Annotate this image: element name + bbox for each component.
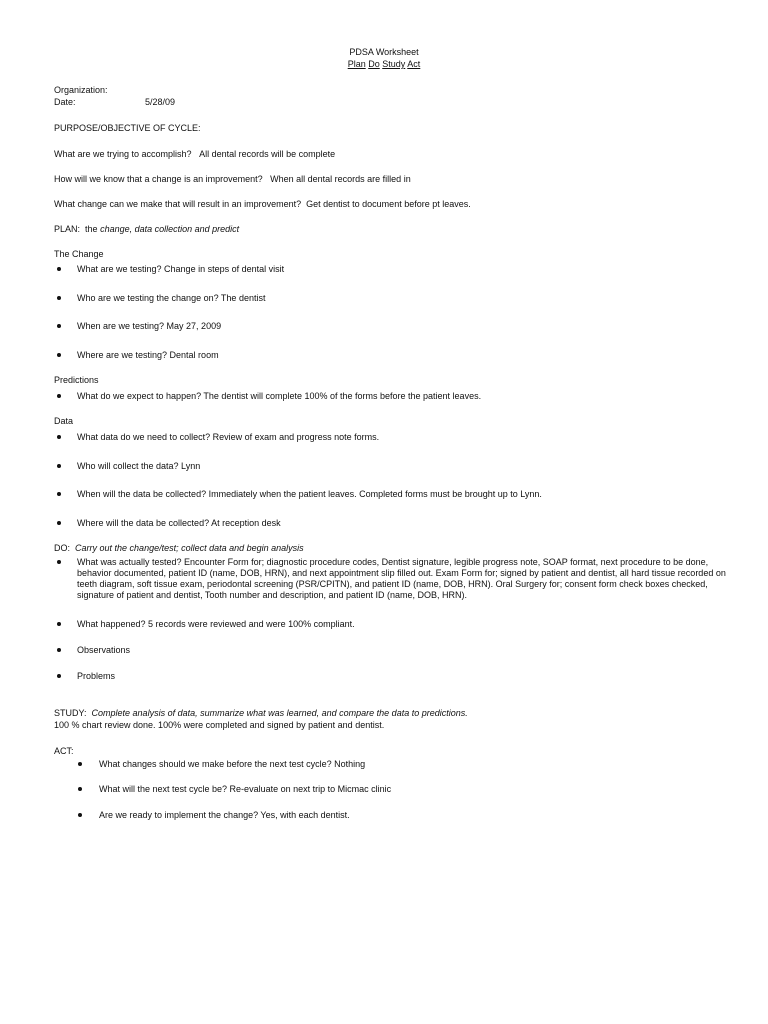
bullet-icon (57, 296, 61, 300)
purpose-q3 (54, 199, 471, 210)
bullet-icon (57, 674, 61, 678)
plan-lead: the (85, 224, 98, 234)
purpose-q2-answer: When all dental records are filled in (270, 174, 411, 184)
subtitle-act: Act (407, 59, 421, 69)
data-heading: Data (54, 416, 74, 426)
purpose-q1-answer: All dental records will be complete (199, 149, 336, 159)
data-item: When will the data be collected? Immediately when the patient leaves. Completed forms must be brought up to Lynn. (77, 489, 542, 499)
subtitle-do: Do (368, 59, 380, 69)
plan-description: change, data collection and predict (100, 224, 240, 234)
bullet-icon (57, 464, 61, 468)
data-item: What data do we need to collect? Review of exam and progress note forms. (77, 432, 380, 442)
subtitle-plan: Plan (347, 59, 366, 69)
change-item: When are we testing? May 27, 2009 (77, 321, 222, 331)
bullet-icon (57, 267, 61, 271)
plan-label: PLAN: (54, 224, 81, 234)
do-line (54, 543, 304, 554)
predictions-heading: Predictions (54, 375, 99, 385)
data-item: Where will the data be collected? At reception desk (77, 518, 281, 528)
bullet-icon (78, 813, 82, 817)
act-item: What will the next test cycle be? Re-evaluate on next trip to Micmac clinic (99, 784, 392, 794)
bullet-icon (57, 435, 61, 439)
purpose-q1 (54, 149, 335, 160)
data-item: Who will collect the data? Lynn (77, 461, 201, 471)
plan-line (54, 224, 239, 235)
organization-label: Organization: (54, 85, 108, 95)
bullet-icon (57, 521, 61, 525)
change-item: Who are we testing the change on? The dentist (77, 293, 266, 303)
date-value: 5/28/09 (145, 97, 176, 107)
do-description: Carry out the change/test; collect data and begin analysis (75, 543, 304, 553)
bullet-icon (57, 492, 61, 496)
do-label: DO: (54, 543, 71, 553)
purpose-q3-question: What change can we make that will result in an improvement? (54, 199, 302, 209)
date-label: Date: (54, 97, 76, 107)
act-item: Are we ready to implement the change? Yes, with each dentist. (99, 810, 350, 820)
prediction-item: What do we expect to happen? The dentist will complete 100% of the forms before the patient leaves. (77, 391, 482, 401)
study-result: 100 % chart review done. 100% were completed and signed by patient and dentist. (54, 720, 385, 730)
study-label: STUDY: (54, 708, 87, 718)
purpose-q1-question: What are we trying to accomplish? (54, 149, 192, 159)
bullet-icon (57, 324, 61, 328)
document-title: PDSA Worksheet (349, 47, 419, 57)
bullet-icon (57, 353, 61, 357)
change-heading: The Change (54, 249, 104, 259)
change-item: Where are we testing? Dental room (77, 350, 219, 360)
study-line (54, 708, 468, 719)
purpose-heading: PURPOSE/OBJECTIVE OF CYCLE: (54, 123, 201, 133)
purpose-q3-answer: Get dentist to document before pt leaves. (306, 199, 471, 209)
purpose-q2-question: How will we know that a change is an improvement? (54, 174, 263, 184)
study-description: Complete analysis of data, summarize what was learned, and compare the data to predictions. (91, 708, 468, 718)
purpose-q2 (54, 174, 411, 185)
change-item: What are we testing? Change in steps of dental visit (77, 264, 285, 274)
act-label: ACT: (54, 746, 74, 756)
bullet-icon (78, 762, 82, 766)
bullet-icon (57, 394, 61, 398)
bullet-icon (57, 648, 61, 652)
subtitle-study: Study (382, 59, 406, 69)
do-observations-item: Observations (77, 645, 131, 655)
document-subtitle (0, 59, 768, 70)
bullet-icon (57, 622, 61, 626)
act-item: What changes should we make before the next test cycle? Nothing (99, 759, 366, 769)
do-problems-item: Problems (77, 671, 116, 681)
bullet-icon (57, 560, 61, 564)
do-happened-item: What happened? 5 records were reviewed and were 100% compliant. (77, 619, 355, 629)
bullet-icon (78, 787, 82, 791)
do-tested-item: What was actually tested? Encounter Form for; diagnostic procedure codes, Dentist signature, legible progress note, SOAP format, next procedure to be done, behavior documented, patient ID (name, DOB, HRN), and next appointment slip filled out. Exam Form for; signed by patient and dentist, all hard tissue recorded on teeth diagram, soft tissue exam, periodontal screening (PSR/CPITN), and patient ID (name, DOB, HRN). Oral Surgery for; consent form check boxes checked, signature of patient and dentist, Tooth number and description, and patient ID (name, DOB, HRN). (77, 557, 726, 600)
